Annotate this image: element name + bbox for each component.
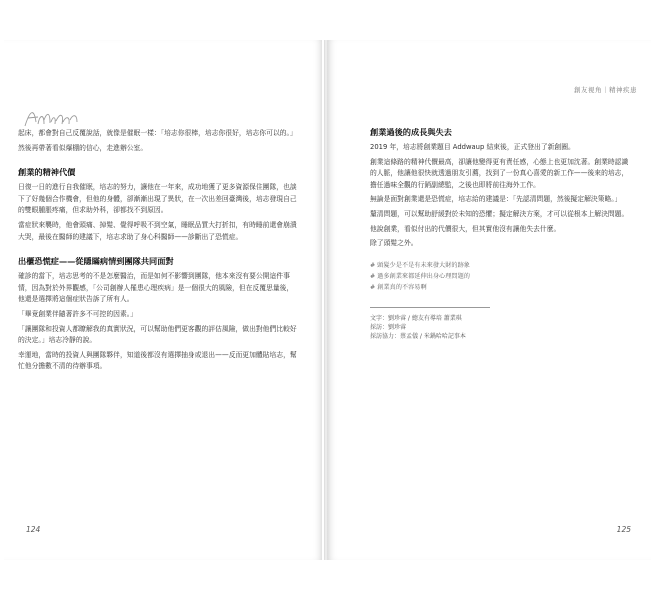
paragraph: 然後再帶著看似爆棚的信心，走進辦公室。 (18, 143, 148, 152)
paragraph: 無論是面對創業還是恐慌症，培志給的建議是：「先認清問題，然後擬定解決策略。」 (370, 195, 622, 204)
paragraph: 創業這條路的精神代價最高，卻讓他變得更有責任感，心態上也更加沈著。創業時認識的人脈，他讓他很快就透過朋友引薦，找到了一份真心喜愛的新工作——後來的培志，擔任過味全觀的行銷副總監，之後也即將前往海外工作。 (370, 157, 629, 189)
page-number: 125 (616, 525, 631, 534)
paragraph: 當症狀來襲時，他會頭痛、掉髮、覺得呼吸不到空氣，睡眠品質大打折扣，有時睡前還會崩潰大哭，最後在醫師的建議下，培志求助了身心科醫師——診斷出了恐慌症。 (18, 220, 297, 241)
paragraph: 起床，都會對自己反覆說話，就像是催眠一樣：「培志你很棒，培志你很好，培志你可以的。」 (18, 129, 297, 137)
credit-line: 採訪協力：蔡孟儀 / 米鍋哈哈記事本 (370, 332, 466, 340)
section-heading: 出櫃恐慌症——從隱瞞病情到團隊共同面對 (18, 256, 174, 267)
credits (370, 314, 632, 341)
paragraph: 日復一日的進行自我催眠，培志的努力，讓他在一年來，成功地獲了更多資源保住團隊，也談下了好幾個合作機會，但他的身體，卻漸漸出現了異狀，在一次出差回臺灣後，培志發現自己的雙眼腫脹疼痛，但求助外科，卻都找不到原因。 (18, 183, 297, 215)
left-page-body (18, 128, 298, 376)
paragraph: 釐清問題，可以幫助舒緩對於未知的恐懼；擬定解決方案，才可以從根本上解決問題。 (370, 209, 629, 218)
page-number: 124 (26, 525, 41, 534)
hashtag: # 過多創業來都延伸出身心理問題的 (370, 272, 470, 280)
paragraph: 2019 年，培志將創業題目 Addwaup 結束後，正式登出了新創圈。 (370, 143, 575, 151)
right-page-body (370, 122, 632, 341)
left-page (4, 40, 322, 560)
paragraph: 「讓團隊和投資人都瞭解我的真實狀況，可以幫助他們更客觀的評估風險，做出對他們比較好的決定。」培志冷靜的說。 (18, 324, 297, 345)
right-page (328, 40, 651, 560)
hashtag-list (370, 260, 632, 293)
credit-line: 採訪：劉珍睿 (370, 323, 407, 331)
paragraph: 他說創業，看似付出的代價很大，但其實他沒有讓他失去什麼。 (370, 224, 561, 233)
hashtag: # 頭髮少是不是有未來發大財的跡象 (370, 261, 470, 269)
credit-line: 文字：劉珍睿 / 總友有導培 蕭業琪 (370, 314, 462, 322)
section-heading: 創業過後的成長與失去 (370, 127, 452, 137)
hashtag: # 創業真的不容易啊 (370, 283, 427, 291)
divider (370, 307, 490, 308)
paragraph: 「畢竟創業伴隨著許多不可控的因素。」 (18, 309, 137, 318)
paragraph: 確診的當下，培志思考的不是怎麼醫治，而是如何不影響到團隊，他本來沒有要公開這件事情，因為對於外界觀感，「公司創辦人罹患心理疾病」是一個很大的風險，但在反覆思量後，他還是選擇將這個症狀告訴了所有人。 (18, 272, 294, 304)
paragraph: 幸運地，當時的投資人與團隊夥伴，知道後都沒有選擇抽身或退出——反而更加體貼培志，幫忙他分擔數不清的待辦事項。 (18, 350, 297, 371)
paragraph: 除了頭髮之外。 (370, 239, 418, 248)
running-head: 創友視角｜精神疾患 (574, 86, 637, 94)
section-heading: 創業的精神代價 (18, 167, 76, 178)
